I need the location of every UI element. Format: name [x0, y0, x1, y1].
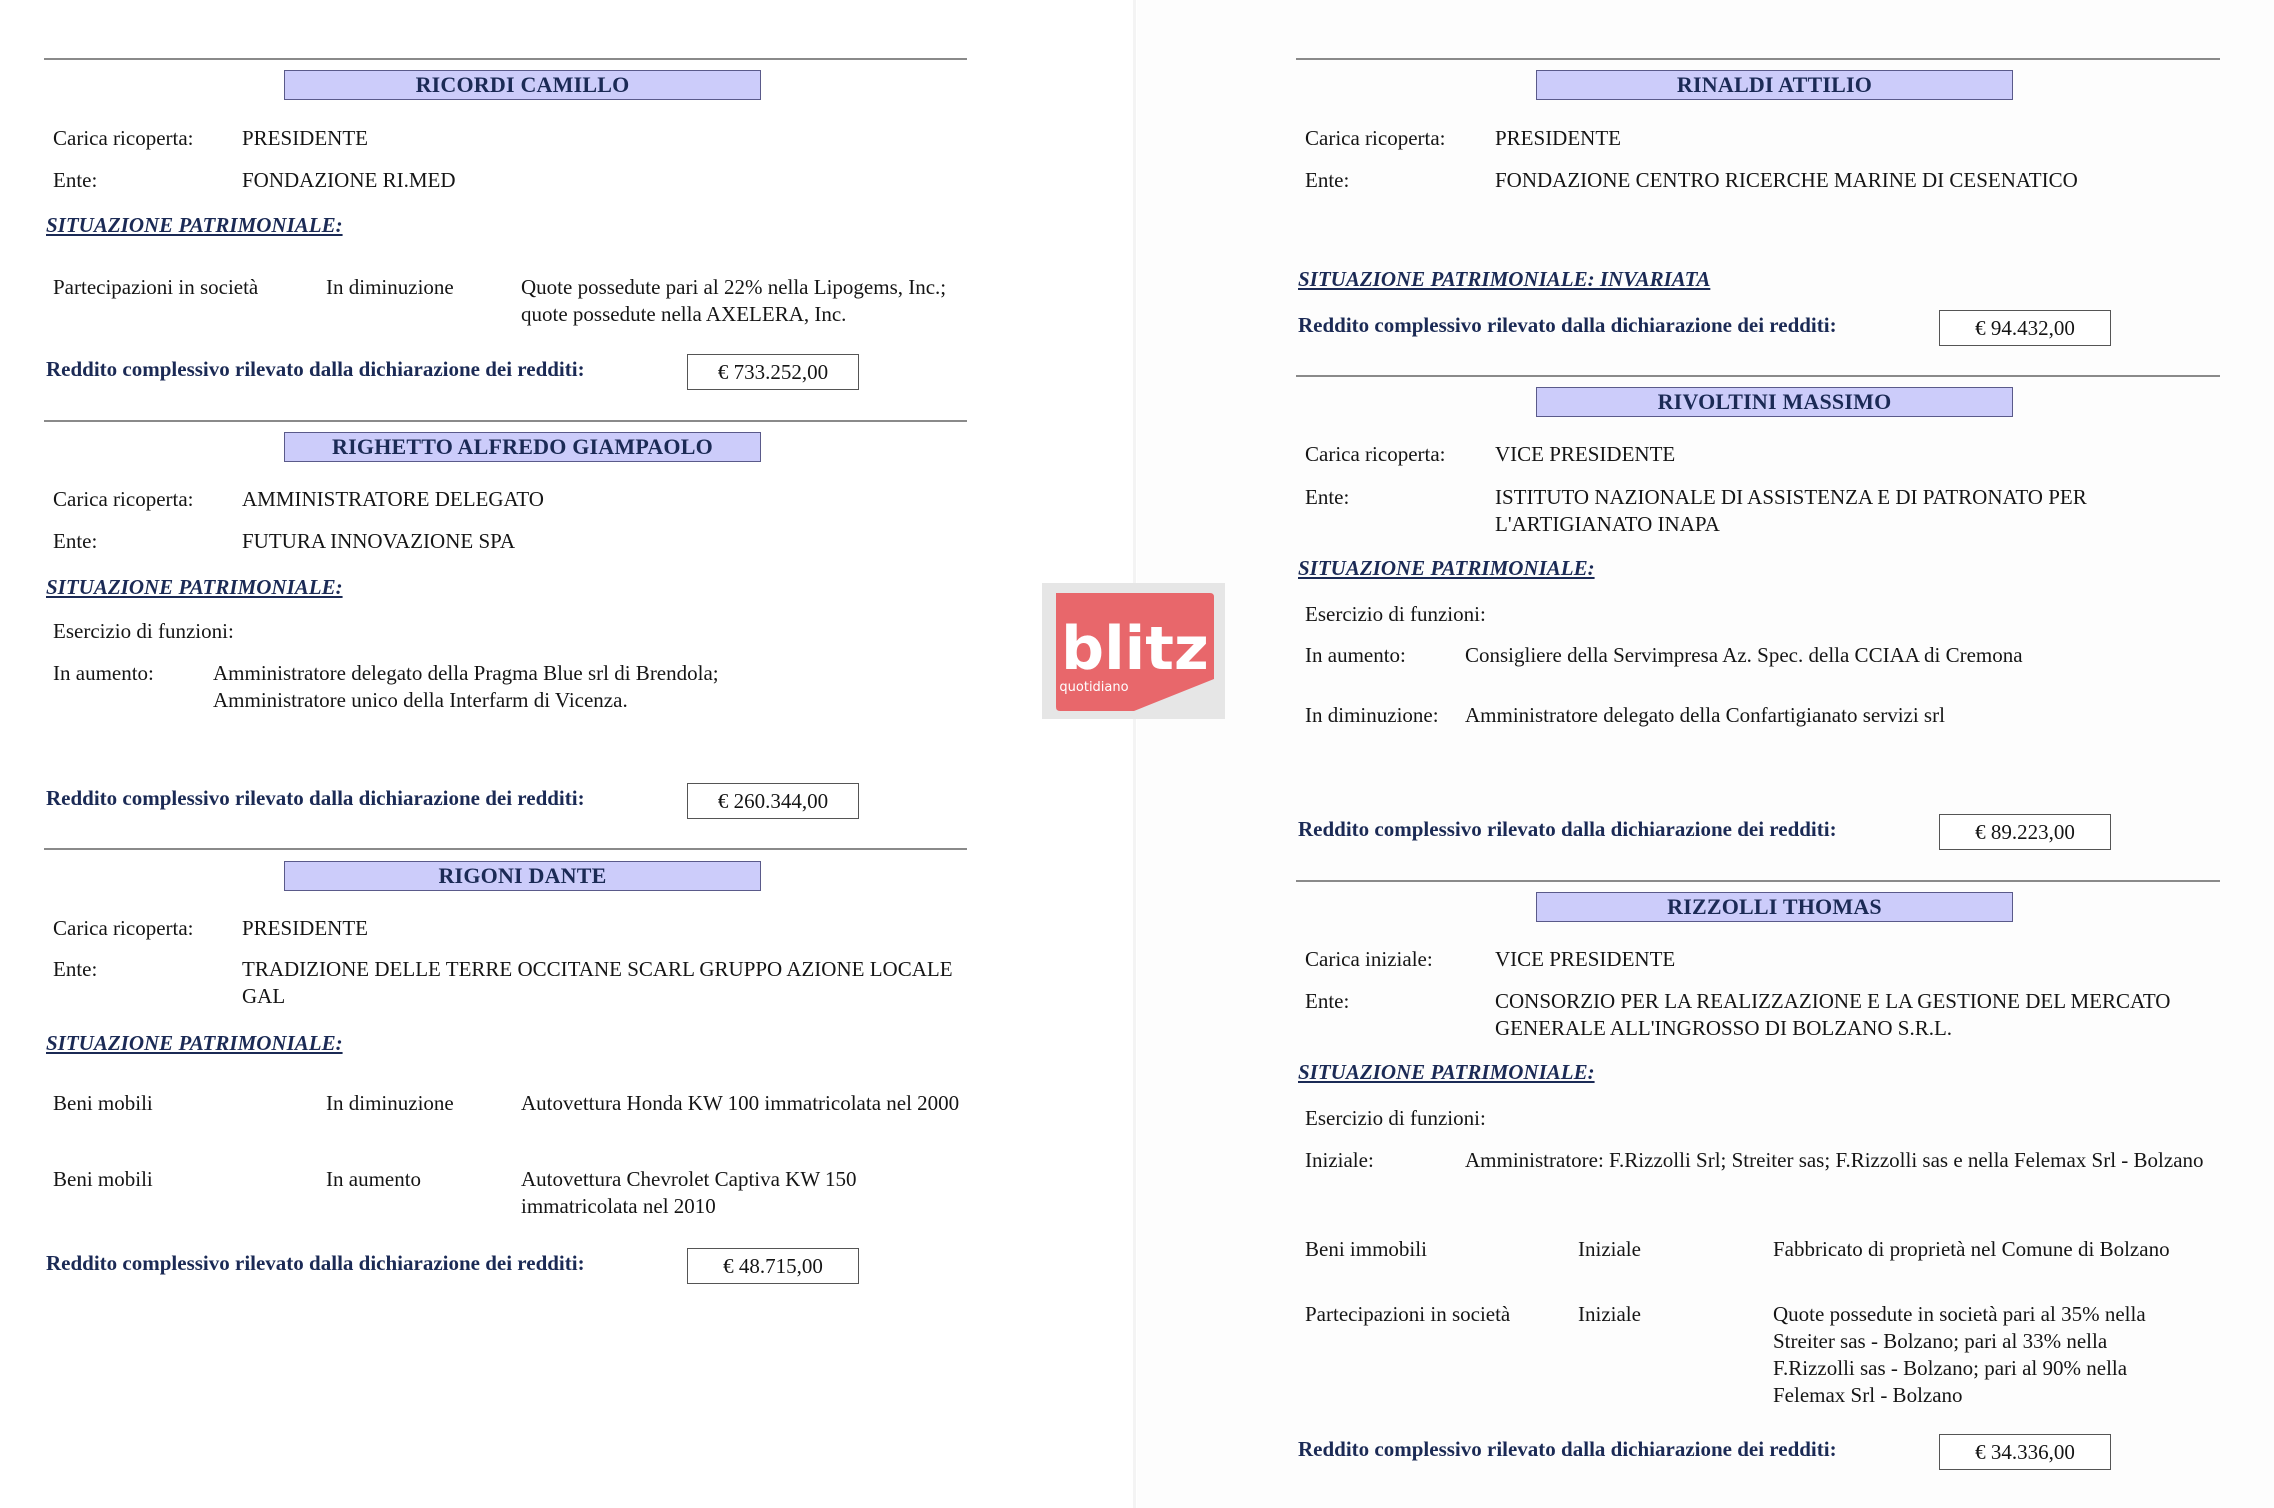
- asset-type: Partecipazioni in società: [1305, 1302, 1511, 1326]
- esercizio-label: Esercizio di funzioni:: [1305, 602, 1486, 626]
- section-divider: [1296, 880, 2220, 882]
- ente-value: FONDAZIONE RI.MED: [242, 168, 456, 192]
- section-divider: [44, 848, 967, 850]
- reddito-value: € 94.432,00: [1939, 310, 2111, 346]
- left-page: [0, 0, 1130, 1508]
- person-name-heading: RIGONI DANTE: [284, 861, 761, 891]
- carica-label: Carica iniziale:: [1305, 947, 1433, 971]
- reddito-label: Reddito complessivo rilevato dalla dichiarazione dei redditi:: [1298, 313, 1837, 337]
- reddito-value: € 48.715,00: [687, 1248, 859, 1284]
- section-divider: [44, 58, 967, 60]
- asset-variation: Iniziale: [1578, 1302, 1641, 1326]
- section-divider: [1296, 375, 2220, 377]
- ente-value: TRADIZIONE DELLE TERRE OCCITANE SCARL GRUPPO AZIONE LOCALE GAL: [242, 957, 953, 1008]
- asset-variation: In diminuzione: [326, 275, 454, 299]
- person-name-heading: RINALDI ATTILIO: [1536, 70, 2013, 100]
- person-name-heading: RIVOLTINI MASSIMO: [1536, 387, 2013, 417]
- asset-description: Autovettura Chevrolet Captiva KW 150 immatricolata nel 2010: [521, 1167, 857, 1218]
- person-name-heading: RIZZOLLI THOMAS: [1536, 892, 2013, 922]
- carica-value: VICE PRESIDENTE: [1495, 947, 1676, 971]
- carica-label: Carica ricoperta:: [53, 916, 194, 940]
- diminuzione-label: In diminuzione:: [1305, 703, 1439, 727]
- section-divider: [44, 420, 967, 422]
- asset-variation: Iniziale: [1578, 1237, 1641, 1261]
- ente-value: CONSORZIO PER LA REALIZZAZIONE E LA GESTIONE DEL MERCATO GENERALE ALL'INGROSSO DI BOLZANO S.R.L.: [1495, 989, 2171, 1040]
- asset-type: Beni mobili: [53, 1167, 153, 1191]
- section-divider: [1296, 58, 2220, 60]
- situazione-patrimoniale-heading: SITUAZIONE PATRIMONIALE:: [46, 213, 343, 237]
- carica-value: VICE PRESIDENTE: [1495, 442, 1676, 466]
- asset-variation: In diminuzione: [326, 1091, 454, 1115]
- reddito-label: Reddito complessivo rilevato dalla dichiarazione dei redditi:: [46, 357, 585, 381]
- right-page: [1137, 0, 2274, 1508]
- logo-text: blitz: [1061, 614, 1209, 684]
- aumento-label: In aumento:: [1305, 643, 1406, 667]
- ente-value: FONDAZIONE CENTRO RICERCHE MARINE DI CESENATICO: [1495, 168, 2078, 192]
- ente-value: ISTITUTO NAZIONALE DI ASSISTENZA E DI PATRONATO PER L'ARTIGIANATO INAPA: [1495, 485, 2087, 536]
- carica-label: Carica ricoperta:: [53, 487, 194, 511]
- situazione-patrimoniale-heading: SITUAZIONE PATRIMONIALE:: [46, 1031, 343, 1055]
- logo-subtext: quotidiano: [1059, 680, 1129, 695]
- aumento-value: Amministratore delegato della Pragma Blue srl di Brendola; Amministratore unico della Interfarm di Vicenza.: [213, 661, 719, 712]
- ente-label: Ente:: [1305, 989, 1350, 1013]
- reddito-label: Reddito complessivo rilevato dalla dichiarazione dei redditi:: [1298, 1437, 1837, 1461]
- asset-description: Quote possedute pari al 22% nella Lipogems, Inc.; quote possedute nella AXELERA, Inc.: [521, 275, 947, 326]
- reddito-value: € 89.223,00: [1939, 814, 2111, 850]
- carica-value: PRESIDENTE: [242, 126, 368, 150]
- ente-label: Ente:: [1305, 168, 1350, 192]
- iniziale-label: Iniziale:: [1305, 1148, 1374, 1172]
- asset-type: Beni mobili: [53, 1091, 153, 1115]
- situazione-patrimoniale-heading: SITUAZIONE PATRIMONIALE:: [46, 575, 343, 599]
- carica-label: Carica ricoperta:: [53, 126, 194, 150]
- ente-label: Ente:: [53, 529, 98, 553]
- asset-type: Partecipazioni in società: [53, 275, 259, 299]
- carica-value: PRESIDENTE: [242, 916, 368, 940]
- reddito-value: € 34.336,00: [1939, 1434, 2111, 1470]
- carica-value: AMMINISTRATORE DELEGATO: [242, 487, 544, 511]
- reddito-label: Reddito complessivo rilevato dalla dichiarazione dei redditi:: [46, 786, 585, 810]
- asset-description: Quote possedute in società pari al 35% nella Streiter sas - Bolzano; pari al 33% nella F.Rizzolli sas - Bolzano; pari al 90% nella Felemax Srl - Bolzano: [1773, 1302, 2146, 1407]
- situazione-patrimoniale-heading: SITUAZIONE PATRIMONIALE:: [1298, 556, 1595, 580]
- iniziale-value: Amministratore: F.Rizzolli Srl; Streiter sas; F.Rizzolli sas e nella Felemax Srl - Bolzano: [1465, 1148, 2204, 1172]
- asset-variation: In aumento: [326, 1167, 422, 1191]
- person-name-heading: RIGHETTO ALFREDO GIAMPAOLO: [284, 432, 761, 462]
- reddito-value: € 260.344,00: [687, 783, 859, 819]
- ente-label: Ente:: [53, 168, 98, 192]
- asset-description: Autovettura Honda KW 100 immatricolata nel 2000: [521, 1091, 960, 1115]
- situazione-patrimoniale-heading: SITUAZIONE PATRIMONIALE: INVARIATA: [1298, 267, 1711, 291]
- page-gutter: [1133, 0, 1136, 1508]
- reddito-label: Reddito complessivo rilevato dalla dichiarazione dei redditi:: [46, 1251, 585, 1275]
- ente-label: Ente:: [53, 957, 98, 981]
- diminuzione-value: Amministratore delegato della Confartigianato servizi srl: [1465, 703, 1945, 727]
- ente-value: FUTURA INNOVAZIONE SPA: [242, 529, 516, 553]
- ente-label: Ente:: [1305, 485, 1350, 509]
- carica-value: PRESIDENTE: [1495, 126, 1621, 150]
- situazione-patrimoniale-heading: SITUAZIONE PATRIMONIALE:: [1298, 1060, 1595, 1084]
- esercizio-label: Esercizio di funzioni:: [1305, 1106, 1486, 1130]
- person-name-heading: RICORDI CAMILLO: [284, 70, 761, 100]
- esercizio-label: Esercizio di funzioni:: [53, 619, 234, 643]
- carica-label: Carica ricoperta:: [1305, 442, 1446, 466]
- asset-type: Beni immobili: [1305, 1237, 1427, 1261]
- reddito-value: € 733.252,00: [687, 354, 859, 390]
- reddito-label: Reddito complessivo rilevato dalla dichiarazione dei redditi:: [1298, 817, 1837, 841]
- carica-label: Carica ricoperta:: [1305, 126, 1446, 150]
- blitz-logo-icon: [1042, 583, 1225, 719]
- asset-description: Fabbricato di proprietà nel Comune di Bolzano: [1773, 1237, 2170, 1261]
- aumento-value: Consigliere della Servimpresa Az. Spec. della CCIAA di Cremona: [1465, 643, 2023, 667]
- aumento-label: In aumento:: [53, 661, 154, 685]
